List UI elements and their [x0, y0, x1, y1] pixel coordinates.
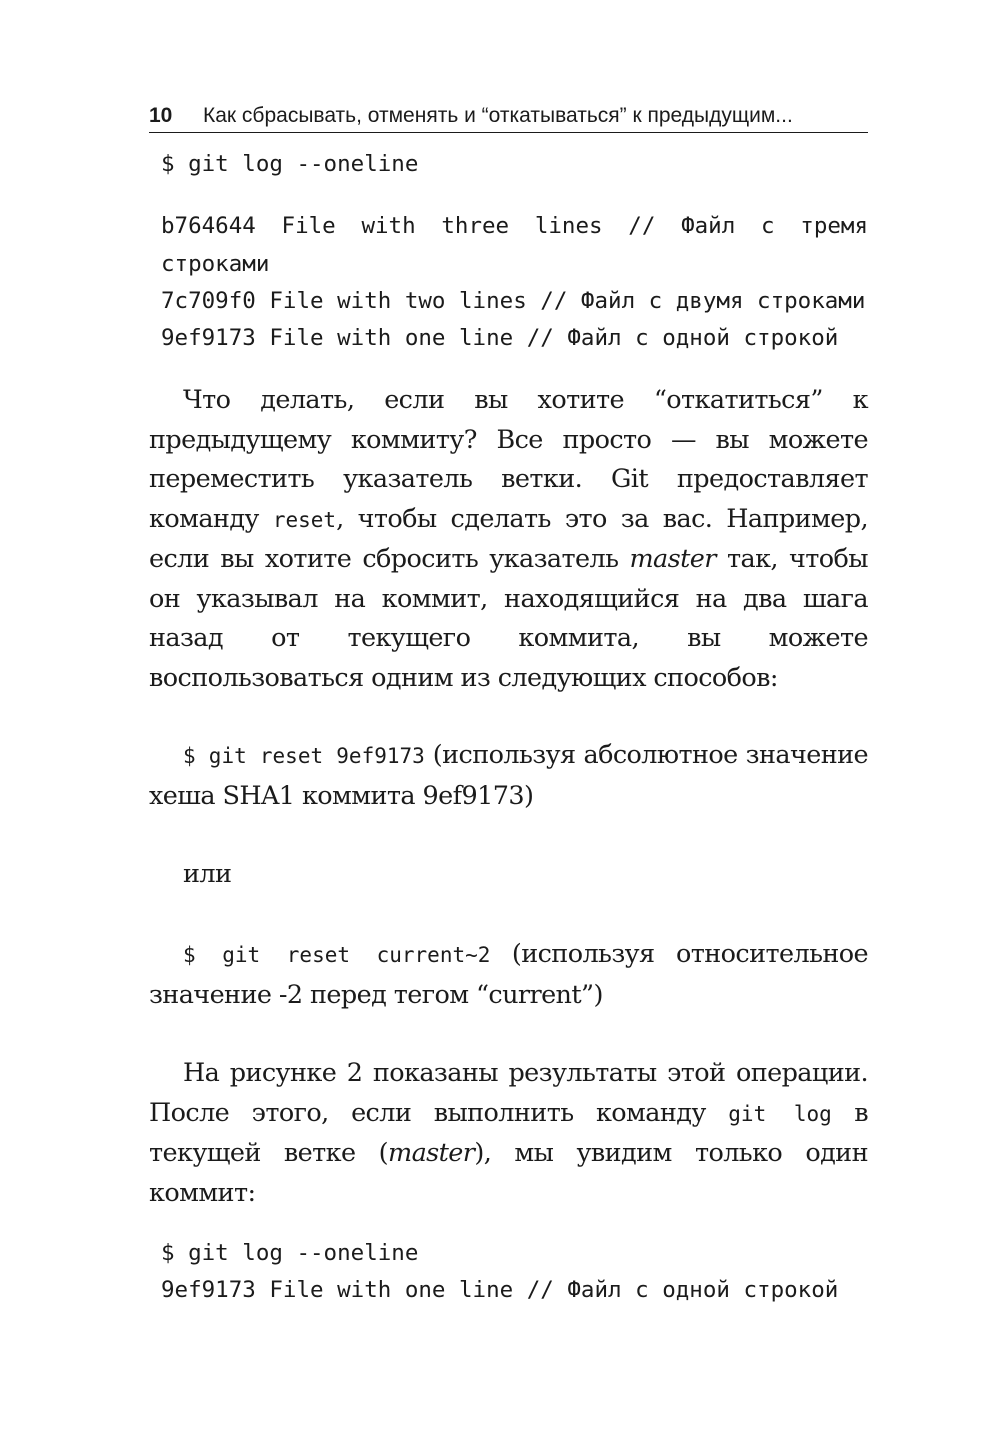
italic-master-2: master — [387, 1138, 475, 1168]
option-2 — [149, 935, 868, 1015]
paragraph-1-text-a: Что делать, если вы хотите “откатиться” к предыдущему коммиту? Все просто — вы можете переместить указатель ветки. Git предоставляет команду — [149, 385, 868, 534]
or-word: или — [183, 859, 232, 889]
paragraph-2 — [149, 1054, 868, 1213]
option-1-description: (используя абсолютное значение хеша SHA1 коммита 9ef9173) — [149, 740, 868, 811]
code-command-2: $ git log --oneline — [161, 1240, 419, 1266]
code-command-1: $ git log --oneline — [161, 151, 419, 177]
page-number: 10 — [149, 104, 173, 127]
or-text — [149, 855, 868, 895]
running-header — [149, 102, 868, 133]
code-output-line-1: b764644 File with three lines // Файл с тремя строками — [161, 213, 868, 277]
paragraph-1 — [149, 381, 868, 698]
code-output-line-3: 9ef9173 File with one line // Файл с одной строкой — [161, 325, 839, 351]
option-1 — [149, 736, 868, 816]
option-2-description: (используя относительное значение -2 перед тегом “current”) — [149, 939, 869, 1010]
paragraph-2-text-a: На рисунке 2 показаны результаты этой операции. После этого, если выполнить команду — [149, 1058, 868, 1128]
paragraph-2-text-b: в текущей ветке ( — [149, 1097, 868, 1168]
paragraph-1-text-b: , чтобы сделать это за вас. Например, если вы хотите сбросить указатель — [149, 503, 868, 574]
paragraph-1-text-c: так, чтобы он указывал на коммит, находящийся на два шага назад от текущего коммита, вы можете воспользоваться одним из следующих способов: — [149, 544, 868, 693]
book-page — [149, 0, 868, 1447]
code-output-final: 9ef9173 File with one line // Файл с одной строкой — [161, 1277, 839, 1303]
option-1-command: $ git reset 9ef9173 — [183, 744, 425, 768]
italic-master: master — [629, 544, 716, 574]
inline-code-reset: reset — [272, 507, 337, 532]
option-2-command: $ git reset current~2 — [183, 943, 491, 967]
code-output-line-2: 7c709f0 File with two lines // Файл с двумя строками — [161, 288, 866, 314]
running-title: Как сбрасывать, отменять и “откатываться” к предыдущим... — [203, 104, 793, 127]
inline-code-git-log: git log — [728, 1101, 832, 1126]
paragraph-2-text-c: ), мы увидим только один коммит: — [149, 1138, 868, 1208]
